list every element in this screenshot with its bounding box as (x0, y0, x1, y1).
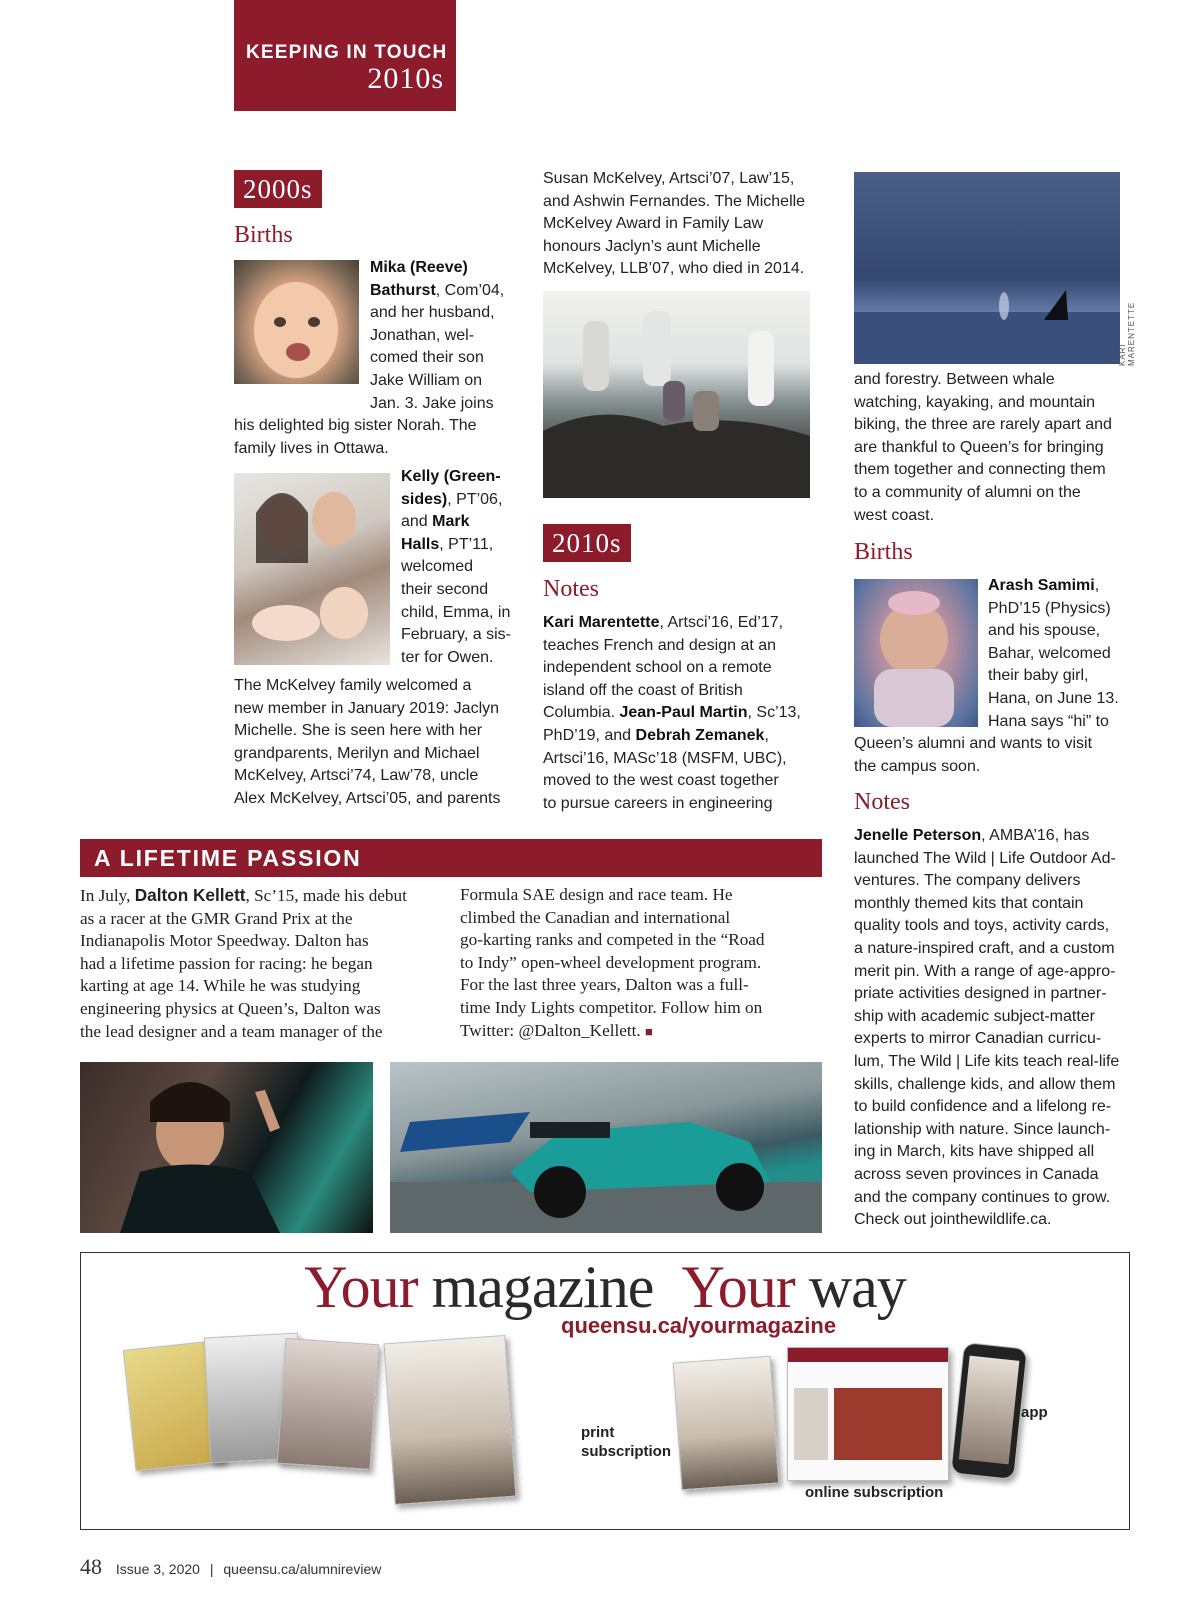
label-line: subscription (581, 1443, 672, 1460)
text-line: independent school on a remote (543, 659, 772, 677)
text-line: PhD’15 (Physics) (988, 599, 1111, 617)
text-line: watching, kayaking, and mountain (854, 393, 1096, 411)
text-line: Twitter: @Dalton_Kellett. (460, 1020, 641, 1040)
ad-word: way (794, 1254, 906, 1320)
text-line: his delighted big sister Norah. The (234, 417, 477, 434)
text-line: Indianapolis Motor Speedway. Dalton has (80, 931, 369, 951)
page-number: 48 (80, 1554, 102, 1579)
text-line: PhD’19, and (543, 726, 636, 744)
text-line: the campus soon. (854, 757, 981, 775)
magazine-ad[interactable] (80, 1252, 1130, 1530)
phone-screen (959, 1356, 1020, 1465)
ad-word: Your (681, 1254, 795, 1320)
text-line: Hana, on June 13. (988, 689, 1119, 707)
text-line: Michelle. She is seen here with her (234, 722, 483, 740)
name-marentette: Kari Marentette (543, 614, 660, 631)
text-line: , PT’06, (447, 490, 503, 508)
print-subscription-label[interactable] (581, 1423, 671, 1461)
text-line: quality tools and toys, activity cards, (854, 917, 1110, 935)
text-line: McKelvey, LLB’07, who died in 2014. (543, 260, 805, 278)
birth-entry-bathurst (370, 257, 520, 415)
text-line: and (401, 513, 433, 531)
text-line: karting at age 14. While he was studying (80, 976, 361, 996)
section-decade: 2010s (367, 62, 444, 95)
photo-credit: KARI MARENTETTE (1118, 301, 1136, 366)
text-line: and forestry. Between whale (854, 371, 1055, 388)
text-line: Queen’s alumni and wants to visit (854, 735, 1093, 752)
online-subscription-label[interactable]: online subscription (805, 1484, 944, 1501)
birth-entry-bathurst-tail (234, 415, 524, 460)
text-line: lationship with nature. Since launch- (854, 1120, 1111, 1138)
text-line: , Sc’15, made his debut (245, 886, 407, 905)
text-line: launched The Wild | Life Outdoor Ad- (854, 849, 1116, 867)
text-line: ventures. The company delivers (854, 872, 1081, 890)
screen-thumbnail (794, 1388, 828, 1460)
notes-heading: Notes (543, 576, 599, 602)
mckelvey-family-photo (543, 291, 810, 498)
name-zemanek: Debrah Zemanek (635, 726, 765, 744)
family-photo (234, 473, 390, 665)
text-line: go-karting ranks and competed in the “Road (460, 930, 765, 950)
passion-banner: A LIFETIME PASSION (80, 839, 822, 877)
birth-entry-samimi-tail (854, 733, 1154, 778)
text-line: west coast. (854, 506, 935, 524)
text-line: priate activities designed in partner- (854, 985, 1107, 1003)
online-subscription-screen (787, 1347, 949, 1481)
text-line: ter for Owen. (401, 648, 494, 666)
rocks-group-illustration (543, 291, 810, 498)
text-line: are thankful to Queen’s for bringing (854, 438, 1104, 456)
label-line: print (581, 1424, 615, 1441)
text-line: , (764, 726, 769, 744)
ad-word: Your (304, 1254, 418, 1320)
text-line: as a racer at the GMR Grand Prix at the (80, 908, 353, 928)
racer-photo (80, 1062, 373, 1233)
name-greensides-1: Kelly (Green- (401, 468, 501, 485)
phone-app-mockup (950, 1342, 1027, 1480)
page-footer (80, 1554, 381, 1580)
notes-entry-peterson (854, 825, 1154, 1232)
text-line: and Ashwin Fernandes. The Michelle (543, 192, 806, 210)
text-line: ship with academic subject-matter (854, 1007, 1095, 1025)
passion-text-right (460, 884, 830, 1043)
notes-heading-col3: Notes (854, 789, 910, 815)
magazine-cover (673, 1356, 780, 1491)
text-line: Check out jointhewildlife.ca. (854, 1211, 1052, 1229)
text-line: Bahar, welcomed (988, 644, 1111, 662)
footer-site-link[interactable]: queensu.ca/alumnireview (223, 1561, 382, 1577)
text-line: Formula SAE design and race team. He (460, 885, 733, 904)
baby-girl-illustration (854, 579, 978, 727)
text-line: Artsci’16, MASc’18 (MSFM, UBC), (543, 749, 787, 767)
racecar-illustration (390, 1062, 822, 1233)
text-line: a nature-inspired craft, and a custom (854, 939, 1115, 957)
text-line: For the last three years, Dalton was a full- (460, 975, 749, 995)
text-line: child, Emma, in (401, 603, 511, 621)
text-line: McKelvey, Artsci’74, Law’78, uncle (234, 767, 479, 785)
notes-entry-marentette (543, 612, 843, 815)
text-line: merit pin. With a range of age-appro- (854, 962, 1116, 980)
text-line: to pursue careers in engineering (543, 794, 773, 812)
screen-hero-image (834, 1388, 942, 1460)
text-line: , Artsci’16, Ed’17, (659, 614, 784, 631)
issue-label: Issue 3, 2020 (115, 1561, 200, 1577)
text-line: across seven provinces in Canada (854, 1165, 1099, 1183)
text-line: family lives in Ottawa. (234, 439, 389, 457)
text-line: them together and connecting them (854, 461, 1106, 479)
section-kicker: KEEPING IN TOUCH (246, 42, 448, 63)
text-line: to build confidence and a lifelong re- (854, 1098, 1112, 1116)
text-line: , AMBA’16, has (981, 827, 1090, 844)
text-line: climbed the Canadian and international (460, 907, 731, 927)
decade-tab-2010s: 2010s (543, 524, 631, 562)
text-line: Jonathan, wel- (370, 326, 475, 344)
ad-url-link[interactable]: queensu.ca/yourmagazine (561, 1313, 837, 1338)
text-line: and her husband, (370, 304, 495, 322)
text-line: lum, The Wild | Life kits teach real-life (854, 1052, 1120, 1070)
births-heading-2010s: Births (854, 539, 913, 565)
text-line: Susan McKelvey, Artsci’07, Law’15, (543, 170, 795, 187)
name-bathurst-1: Mika (Reeve) (370, 259, 468, 276)
racer-illustration (80, 1062, 373, 1233)
text-line: McKelvey Award in Family Law (543, 215, 764, 233)
text-line: skills, challenge kids, and allow them (854, 1075, 1116, 1093)
text-line: their second (401, 580, 489, 598)
notes-entry-continued (854, 369, 1154, 527)
text-line: , Com’04, (435, 281, 505, 299)
text-line: had a lifetime passion for racing: he began (80, 953, 373, 973)
name-peterson: Jenelle Peterson (854, 827, 982, 844)
text-line: experts to mirror Canadian curricu- (854, 1030, 1102, 1048)
name-kellett: Dalton Kellett (134, 885, 246, 905)
text-line: comed their son (370, 349, 484, 367)
name-greensides-2: sides) (401, 490, 448, 508)
text-line: Columbia. (543, 704, 620, 722)
text-line: ing in March, kits have shipped all (854, 1143, 1095, 1161)
text-line: The McKelvey family welcomed a (234, 677, 472, 694)
name-bathurst-2: Bathurst (370, 281, 436, 299)
mckelvey-entry-continued (543, 168, 843, 281)
app-label[interactable]: app (1021, 1404, 1048, 1421)
family-illustration (234, 473, 390, 665)
birth-entry-halls (401, 466, 526, 669)
text-line: new member in January 2019: Jaclyn (234, 699, 500, 717)
text-line: to a community of alumni on the (854, 483, 1081, 501)
orca-illustration (854, 172, 1120, 364)
text-line: grandparents, Merilyn and Michael (234, 744, 480, 762)
text-line: monthly themed kits that contain (854, 894, 1084, 912)
text-line: island off the coast of British (543, 681, 743, 699)
name-halls-1: Mark (432, 513, 470, 531)
text-line: and the company continues to grow. (854, 1188, 1111, 1206)
name-halls-2: Halls (401, 535, 440, 553)
text-line: In July, (80, 886, 135, 905)
footer-separator: | (209, 1561, 214, 1577)
text-line: , PT’11, (439, 535, 494, 553)
text-line: , Sc’13, (747, 704, 801, 722)
births-heading: Births (234, 222, 293, 248)
screen-header-bar (788, 1348, 948, 1362)
section-header-tab (234, 0, 456, 111)
text-line: and his spouse, (988, 622, 1101, 640)
text-line: honours Jaclyn’s aunt Michelle (543, 237, 761, 255)
mckelvey-entry (234, 675, 534, 811)
text-line: time Indy Lights competitor. Follow him on (460, 997, 763, 1017)
text-line: biking, the three are rarely apart and (854, 416, 1112, 434)
text-line: Alex McKelvey, Artsci’05, and parents (234, 789, 501, 807)
ad-headline (81, 1253, 1129, 1322)
baby-boy-photo (234, 260, 359, 384)
magazine-cover (383, 1335, 516, 1505)
birth-entry-samimi (988, 575, 1138, 733)
whale-photo (854, 172, 1120, 364)
text-line: engineering physics at Queen’s, Dalton was (80, 998, 381, 1018)
decade-tab-2000s: 2000s (234, 170, 322, 208)
text-line: Jake William on (370, 371, 483, 389)
passion-text-left (80, 884, 450, 1043)
name-samimi: Arash Samimi (988, 577, 1095, 594)
baby-girl-photo (854, 579, 978, 727)
text-line: the lead designer and a team manager of the (80, 1021, 383, 1041)
text-line: February, a sis- (401, 626, 511, 644)
ad-word: magazine (417, 1254, 654, 1320)
text-line: to Indy” open-wheel development program. (460, 952, 762, 972)
text-line: welcomed (401, 558, 474, 576)
magazine-cover (277, 1338, 380, 1470)
text-line: teaches French and design at an (543, 636, 777, 654)
text-line: Hana says “hi” to (988, 712, 1109, 730)
baby-boy-illustration (234, 260, 359, 384)
text-line: their baby girl, (988, 667, 1089, 685)
end-mark: ■ (645, 1023, 653, 1039)
text-line: moved to the west coast together (543, 772, 779, 790)
racecar-photo (390, 1062, 822, 1233)
name-martin: Jean-Paul Martin (619, 704, 748, 722)
text-line: Jan. 3. Jake joins (370, 394, 494, 412)
text-line: , (1094, 577, 1100, 594)
